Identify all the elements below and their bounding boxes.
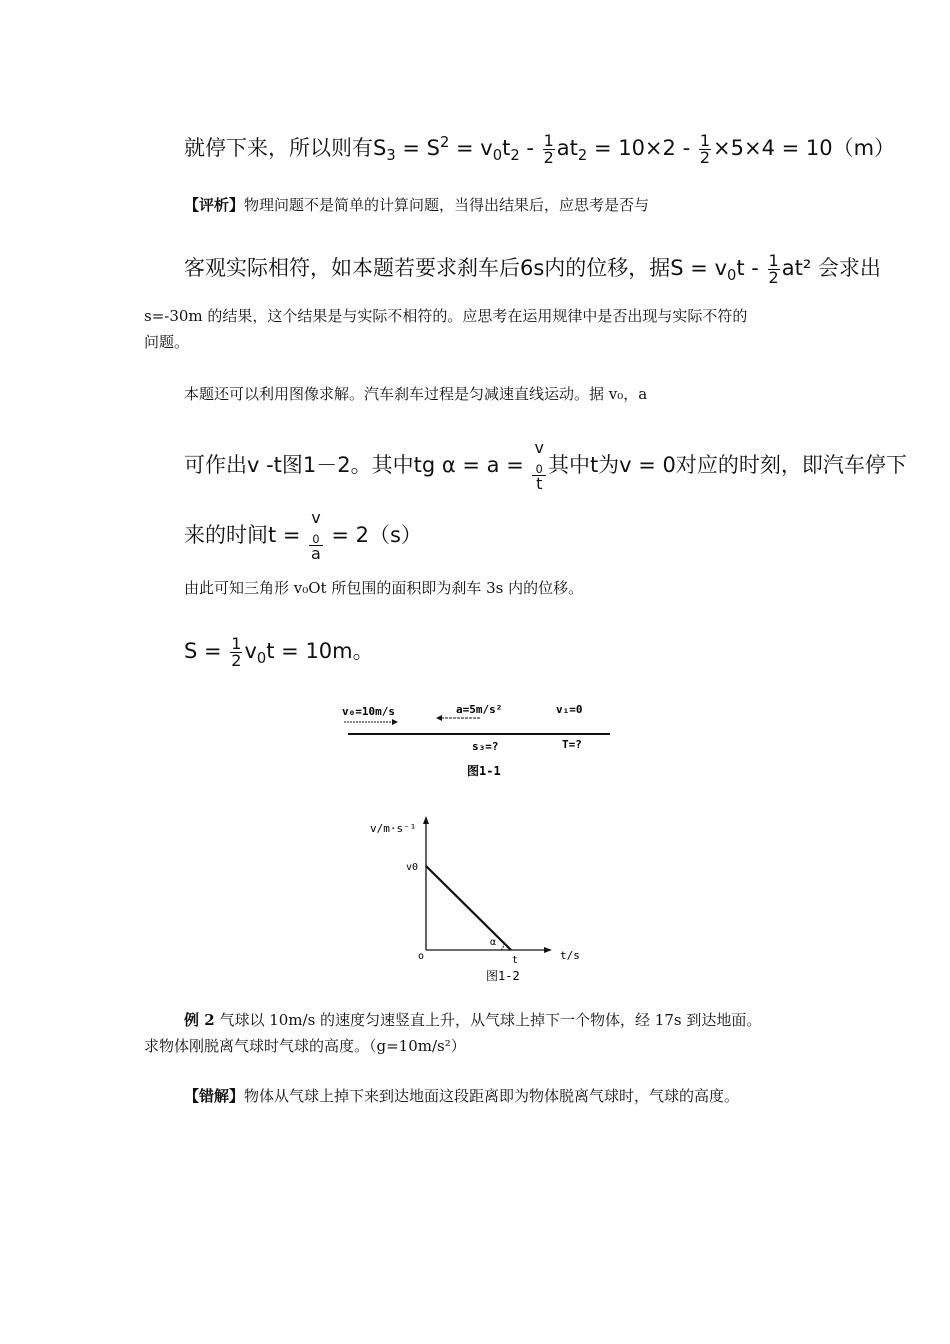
figure-1-1	[330, 690, 630, 790]
numerator: 1	[699, 130, 711, 150]
denominator: t	[536, 474, 543, 494]
formula-line-1	[184, 132, 895, 166]
analysis-line	[184, 194, 649, 215]
a-arrowhead	[436, 715, 442, 721]
formula-line-10	[184, 635, 374, 669]
fig2-caption: 图1-2	[486, 969, 520, 983]
formula: -	[519, 136, 541, 160]
y-axis-label: v/m·s⁻¹	[370, 822, 417, 835]
alpha-label: α	[490, 937, 497, 948]
alpha-arc	[501, 943, 504, 950]
text: 问题。	[144, 333, 190, 351]
denominator: a	[311, 544, 321, 564]
v: v	[311, 508, 321, 527]
numerator: 1	[543, 130, 554, 150]
fig1-caption: 图1-1	[467, 764, 501, 778]
formula: = v	[449, 136, 493, 160]
v1-label: v₁=0	[556, 703, 583, 716]
sub: 2	[510, 147, 520, 165]
x-arrowhead	[544, 947, 552, 953]
sub: 0	[727, 267, 737, 285]
text-line-5	[144, 331, 189, 352]
text: = 2（s）	[324, 523, 422, 548]
formula-line-3	[184, 252, 881, 286]
text: 本题还可以利用图像求解。汽车刹车过程是匀减速直线运动。据 v₀，a	[184, 385, 648, 403]
sub: 0	[492, 147, 503, 165]
v0-arrowhead	[392, 719, 398, 725]
text: 气球以 10m/s 的速度匀速竖直上升，从气球上掉下一个物体，经 17s 到达地面。	[214, 1011, 762, 1029]
x-axis-label: t/s	[560, 949, 580, 962]
T-label: T=?	[562, 738, 582, 751]
text: 来的时间t =	[184, 523, 308, 548]
s3-label: s₃=?	[472, 740, 499, 753]
fraction	[543, 130, 555, 167]
denominator: 2	[543, 147, 554, 167]
text: t = 10m。	[266, 639, 374, 663]
fraction	[230, 633, 242, 670]
sup: 2	[439, 134, 450, 151]
origin-label: o	[418, 951, 425, 962]
text-line-9	[184, 577, 583, 598]
denominator: 2	[231, 650, 242, 670]
formula: S	[373, 136, 387, 160]
numerator: 1	[231, 633, 242, 653]
example-2-line	[184, 1009, 761, 1030]
formula: t	[502, 136, 511, 160]
velocity-line	[426, 866, 511, 950]
text: t -	[736, 256, 766, 280]
analysis-tag: 【评析】	[184, 196, 245, 214]
figure-1-2	[360, 810, 600, 990]
v0-label: v₀=10m/s	[342, 705, 395, 718]
text: 物体从气球上掉下来到达地面这段距离即为物体脱离气球时，气球的高度。	[244, 1087, 740, 1105]
text: at² 会求出	[781, 256, 881, 280]
formula: ×5×4 = 10（m）	[713, 136, 896, 160]
wrong-solution-line	[184, 1085, 739, 1106]
v0-tick-label: v0	[406, 862, 419, 873]
denominator: 2	[699, 147, 711, 167]
formula: at	[556, 136, 578, 160]
text-line-6	[184, 383, 647, 404]
numerator	[532, 440, 545, 476]
v: v	[534, 438, 544, 457]
fraction	[309, 510, 322, 562]
t-mark: t	[512, 955, 519, 966]
text: 由此可知三角形 v₀Ot 所包围的面积即为刹车 3s 内的位移。	[184, 579, 584, 597]
fraction	[768, 250, 780, 287]
sub: 0	[256, 650, 267, 668]
text: S =	[184, 639, 229, 663]
a-label: a=5m/s²	[456, 703, 503, 716]
text: 物理问题不是简单的计算问题，当得出结果后，应思考是否与	[244, 196, 650, 214]
text: s=-30m 的结果，这个结果是与实际不相符的。应思考在运用规律中是否出现与实际不符的	[144, 307, 748, 325]
formula: = S	[395, 136, 440, 160]
fraction	[699, 130, 711, 167]
formula-line-8	[184, 510, 422, 562]
text: 就停下来，所以则有	[184, 136, 373, 160]
formula-line-7	[184, 440, 907, 492]
text: 其中t为v = 0对应的时刻，即汽车停下	[547, 453, 907, 478]
text-line-4	[144, 305, 747, 326]
sub: 0	[312, 533, 320, 547]
wrong-solution-tag: 【错解】	[184, 1087, 245, 1105]
example-2-line-2	[144, 1035, 466, 1056]
text: 客观实际相符，如本题若要求刹车后6s内的位移，据S = v	[184, 256, 728, 280]
text: 可作出v -t图1－2。其中tg α = a =	[184, 453, 531, 478]
y-arrowhead	[423, 816, 429, 824]
text: 求物体刚脱离气球时气球的高度。（g=10m/s²）	[144, 1037, 466, 1055]
text: v	[244, 639, 257, 663]
fraction	[532, 440, 545, 492]
example-tag: 例 2	[184, 1011, 215, 1029]
denominator: 2	[768, 267, 779, 287]
formula: = 10×2 -	[587, 136, 697, 160]
sub: 3	[386, 147, 396, 165]
numerator	[309, 510, 322, 546]
numerator: 1	[768, 250, 779, 270]
sub: 0	[535, 463, 543, 477]
sub: 2	[577, 147, 588, 165]
